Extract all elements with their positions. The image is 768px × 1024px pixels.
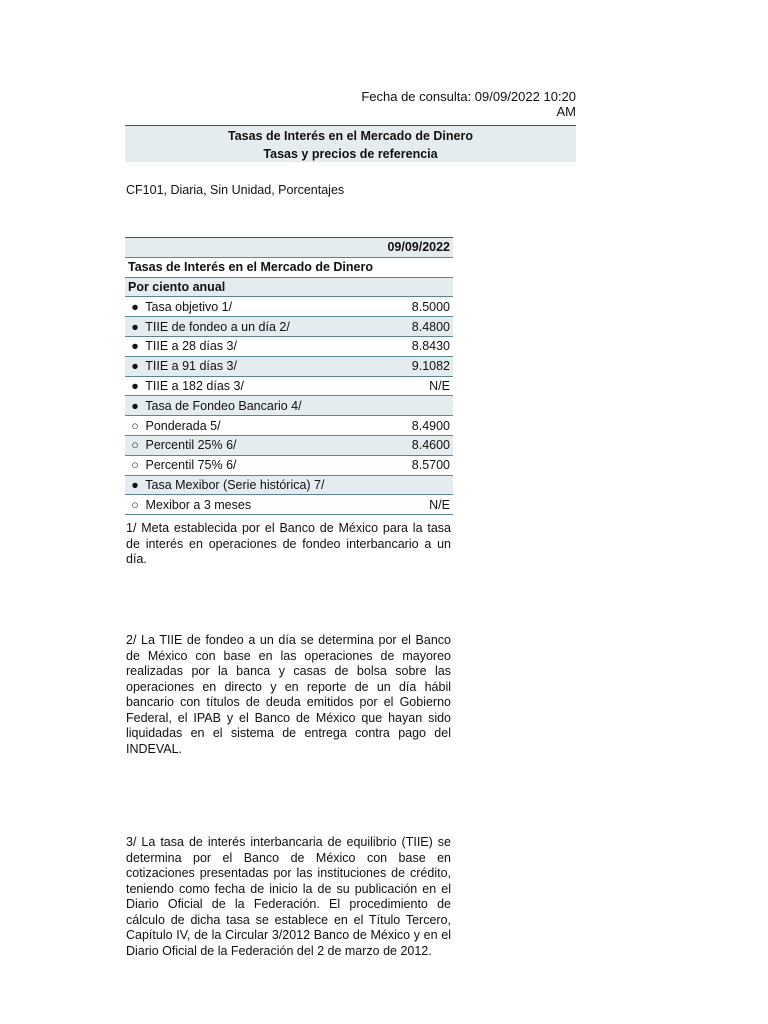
bullet-icon: ●: [131, 299, 139, 314]
bullet-icon: ●: [131, 398, 139, 413]
header-empty-cell: [125, 238, 377, 258]
consultation-date: Fecha de consulta: 09/09/2022 10:20 AM: [361, 89, 576, 119]
table-row: [125, 317, 453, 337]
table-header-row: [125, 238, 453, 258]
bullet-icon: ●: [131, 378, 139, 393]
table-row: [125, 416, 453, 436]
row-value: 9.1082: [377, 356, 453, 376]
row-value: 8.4900: [377, 416, 453, 436]
row-label: TIIE a 91 días 3/: [145, 359, 237, 374]
hollow-bullet-icon: ○: [131, 438, 139, 453]
footnote-2: 2/ La TIIE de fondeo a un día se determina por el Banco de México con base en las operaciones de mayoreo realizadas por la banca y casas de bolsa sobre las operaciones en directo y en reporte de un día hábil bancario con títulos de deuda emitidos por el Gobierno Federal, el IPAB y el Banco de México que hayan sido liquidadas en el sistema de entrega contra pago del INDEVAL.: [126, 633, 451, 756]
footnote-1: 1/ Meta establecida por el Banco de México para la tasa de interés en operaciones de fondeo interbancario a un día.: [126, 521, 451, 566]
row-label: TIIE de fondeo a un día 2/: [145, 319, 290, 334]
subsection-title: Por ciento anual: [125, 277, 453, 297]
row-label: Ponderada 5/: [145, 418, 221, 433]
hollow-bullet-icon: ○: [131, 458, 139, 473]
row-value: 8.5000: [377, 297, 453, 317]
row-label: Tasa de Fondeo Bancario 4/: [145, 398, 302, 413]
table-row: [125, 297, 453, 317]
row-value: 8.4600: [377, 435, 453, 455]
bullet-icon: ●: [131, 359, 139, 374]
table-row: [125, 435, 453, 455]
row-label: Percentil 25% 6/: [145, 438, 237, 453]
rates-table: [125, 237, 453, 515]
hollow-bullet-icon: ○: [131, 418, 139, 433]
row-value: [377, 475, 453, 495]
table-row: [125, 336, 453, 356]
table-row: [125, 475, 453, 495]
row-label: Tasa Mexibor (Serie histórica) 7/: [145, 477, 325, 492]
table-row: [125, 495, 453, 515]
row-label: Percentil 75% 6/: [145, 458, 237, 473]
bullet-icon: ●: [131, 339, 139, 354]
row-value: 8.8430: [377, 336, 453, 356]
row-label: TIIE a 182 días 3/: [145, 378, 244, 393]
footnote-3: 3/ La tasa de interés interbancaria de equilibrio (TIIE) se determina por el Banco de México con base en cotizaciones presentadas por las instituciones de crédito, teniendo como fecha de inicio la de su publicación en el Diario Oficial de la Federación. El procedimiento de cálculo de dicha tasa se establece en el Título Tercero, Capítulo IV, de la Circular 3/2012 Banco de México y en el Diario Oficial de la Federación del 2 de marzo de 2012.: [126, 835, 451, 958]
row-value: 8.4800: [377, 317, 453, 337]
row-label: TIIE a 28 días 3/: [145, 339, 237, 354]
table-row: [125, 455, 453, 475]
row-label: Mexibor a 3 meses: [145, 497, 252, 512]
bullet-icon: ●: [131, 477, 139, 492]
report-subtitle: Tasas y precios de referencia: [263, 147, 438, 161]
row-value: N/E: [377, 376, 453, 396]
table-row: [125, 396, 453, 416]
bullet-icon: ●: [131, 319, 139, 334]
row-value: [377, 396, 453, 416]
row-label: Tasa objetivo 1/: [145, 299, 233, 314]
table-row: [125, 356, 453, 376]
report-title-box: [125, 125, 576, 162]
section-title-row: [125, 257, 453, 277]
hollow-bullet-icon: ○: [131, 497, 139, 512]
date-column-header: 09/09/2022: [377, 238, 453, 258]
section-title: Tasas de Interés en el Mercado de Dinero: [125, 257, 453, 277]
row-value: N/E: [377, 495, 453, 515]
report-title: Tasas de Interés en el Mercado de Dinero: [228, 129, 473, 143]
table-row: [125, 376, 453, 396]
series-metadata: CF101, Diaria, Sin Unidad, Porcentajes: [126, 183, 345, 197]
row-value: 8.5700: [377, 455, 453, 475]
subsection-row: [125, 277, 453, 297]
